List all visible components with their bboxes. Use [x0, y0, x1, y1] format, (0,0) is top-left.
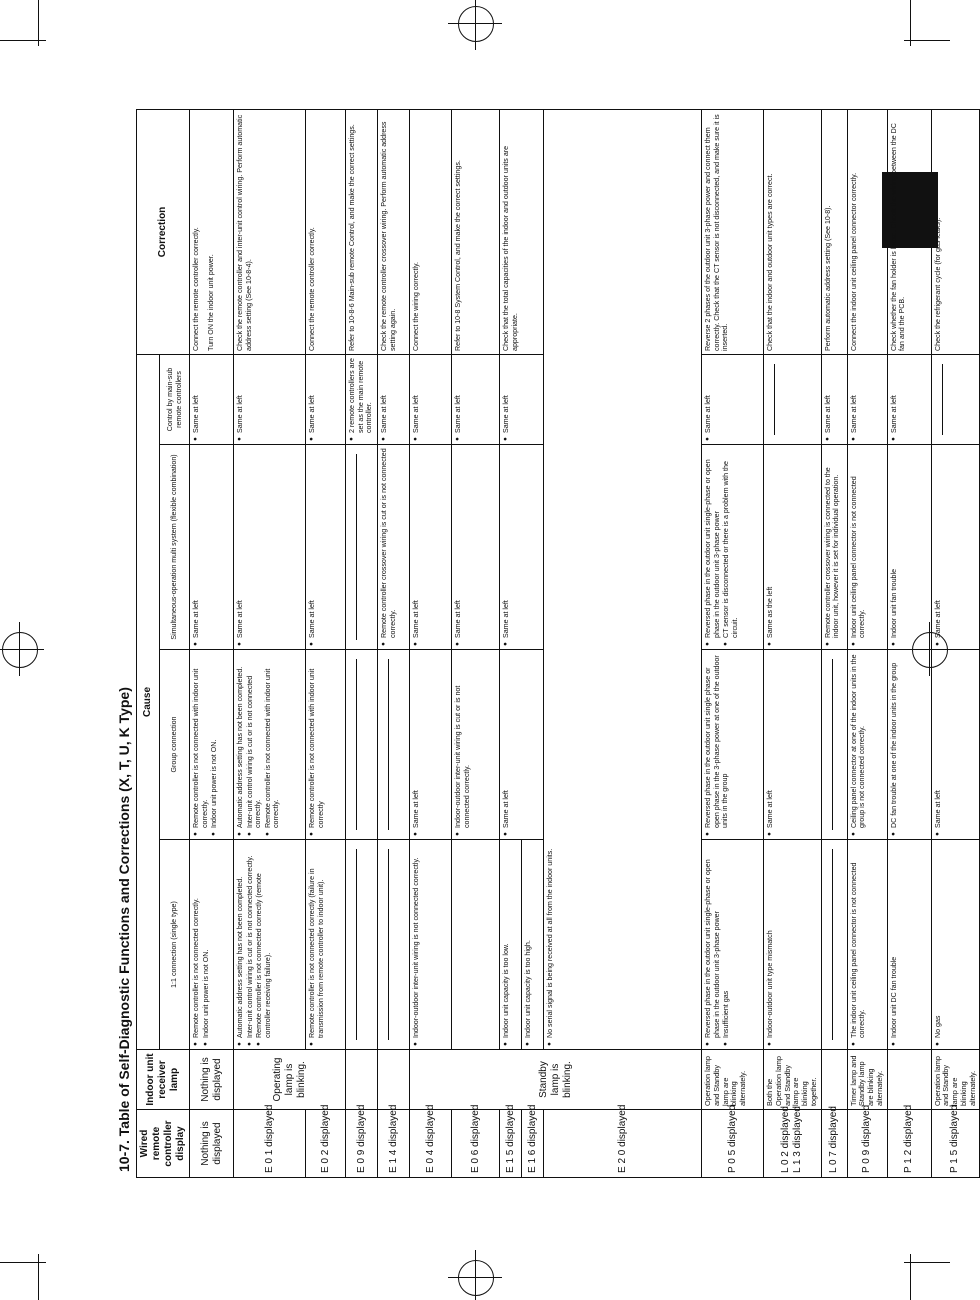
lamp-cell: Standby lamp is blinking. [410, 1050, 702, 1110]
cause-item: ● The indoor unit ceiling panel connector is not connected correctly. [850, 843, 867, 1046]
registration-mark [475, 1250, 476, 1300]
lamp-cell: Operation lamp and Standby lamp are blinking alternately. [702, 1050, 764, 1110]
cause-item: ● Same at left [308, 448, 317, 646]
cause-item: ● Remote controller crossover wiring is cut or is not connected correctly. [380, 448, 397, 646]
code-cell: E 0 4 displayed [410, 1110, 452, 1178]
code-cell: E 0 9 displayed [346, 1110, 378, 1178]
code-text: L 0 2 displayed [780, 1106, 792, 1173]
crop-mark [0, 1262, 46, 1263]
table-row [500, 109, 522, 1177]
registration-mark [448, 1277, 502, 1278]
correction-text: Turn ON the indoor unit power. [206, 254, 215, 351]
cause-item: ● Automatic address setting has not been completed. [236, 653, 245, 836]
table-row [190, 109, 234, 1177]
cause-item: ● Reversed phase in the outdoor unit single phase or open phase in the 3-phase power at one of the outdoor units in the group [704, 653, 730, 836]
table-row [234, 109, 306, 1177]
code-cell [764, 1106, 822, 1178]
table-row [544, 109, 702, 1177]
registration-mark [448, 23, 502, 24]
cause-item: ● Remote controller is not connected with indoor unit correctly. [192, 653, 209, 836]
header-cause: Cause [137, 354, 160, 1049]
cause-item: ● Remote controller crossover wiring is connected to the indoor unit, however it is set for individual operation. [824, 448, 841, 646]
correction-text: Refer to 10-8 System Control, and make the correct settings. [452, 109, 500, 354]
code-cell: E 0 2 displayed [306, 1110, 346, 1178]
cause-item: ● Same at left [502, 358, 511, 441]
code-cell: E 0 1 displayed [234, 1110, 306, 1178]
code-cell: E 1 4 displayed [378, 1110, 410, 1178]
cause-item: ● Automatic address setting has not been completed. [236, 843, 245, 1046]
lamp-cell: Timer lamp and Standby lamp are blinking alternately. [847, 1050, 887, 1110]
header-group: Group connection [160, 650, 190, 840]
cause-item: ● Same at left [934, 653, 943, 836]
cause-item: ● Indoor-outdoor inter-unit wiring is cut or is not connected correctly. [454, 653, 471, 836]
cause-item: ● Same at left [192, 448, 201, 646]
registration-mark [2, 632, 38, 668]
cause-item: ● No gas [934, 843, 943, 1046]
code-cell: Nothing is displayed [190, 1110, 234, 1178]
lamp-cell: Both the Operation lamp and Standby lamp are blinking together. [764, 1050, 822, 1110]
lamp-cell: Operating lamp is blinking. [234, 1050, 346, 1110]
header-wired: Wired remote controller display [137, 1110, 190, 1178]
cause-item: ● Indoor unit power is not ON. [202, 843, 211, 1046]
dash-line [832, 659, 833, 830]
cause-item: ● Same at left [850, 358, 859, 441]
cause-item: ● Indoor-outdoor inter-unit wiring is not connected correctly. [412, 843, 421, 1046]
cause-item: ● Indoor unit ceiling panel connector is not connected correctly. [850, 448, 867, 646]
registration-mark [475, 0, 476, 50]
table-row [452, 109, 500, 1177]
cause-item: ● Same at left [236, 448, 245, 646]
code-cell: E 1 5 displayed [500, 1110, 522, 1178]
cause-item: ● Same at left [192, 358, 201, 441]
table-row [931, 109, 980, 1177]
code-cell: P 0 5 displayed [702, 1110, 764, 1178]
correction-text: Reverse 2 phases of the outdoor unit 3-phase power and connect them correctly. Check that the CT sensor is not disconnected, and make sure it is inserted. [702, 109, 764, 354]
correction-text: Connect the remote controller correctly. [306, 109, 346, 354]
cause-item: ● Reversed phase in the outdoor unit single-phase or open phase in the outdoor unit 3-phase power [704, 843, 721, 1046]
correction-text: Connect the indoor unit ceiling panel connector correctly. [847, 109, 887, 354]
cause-item: ● Inter-unit control wiring is cut or is not connected correctly. [246, 653, 263, 836]
crop-mark [0, 40, 46, 41]
lamp-cell: Operation lamp and Standby lamp are blinking alternately. [931, 1050, 980, 1110]
dash-line [388, 849, 389, 1040]
cause-item: ● No serial signal is being received at all from the indoor units. [546, 113, 555, 1046]
cause-item: ● Indoor-outdoor unit type mismatch [766, 843, 775, 1046]
correction-text: Check the remote controller and inter-unit control wiring. Perform automatic address setting (See 10-8-4). [234, 109, 306, 354]
dash-line [942, 364, 943, 435]
page-title: 10-7. Table of Self-Diagnostic Functions and Corrections (X, T, U, K Type) [116, 687, 132, 1172]
cause-item: ● Ceiling panel connector at one of the indoor units in the group is not connected correctly. [850, 653, 867, 836]
code-cell: P 0 9 displayed [847, 1110, 887, 1178]
code-cell: E 0 6 displayed [452, 1110, 500, 1178]
table-row [306, 109, 346, 1177]
cause-item: ● Remote controller is not connected with indoor unit correctly. [264, 653, 281, 836]
cause-item: ● Same at left [890, 358, 899, 441]
cause-item: ● Indoor unit power is not ON. [210, 653, 219, 836]
cause-item: ● Remote controller is not connected correctly (remote controller receiving failure). [255, 843, 272, 1046]
cause-item: ● Same at left [502, 653, 511, 836]
dash-line [356, 454, 357, 640]
cause-item: ● Remote controller is not connected with indoor unit correctly [308, 653, 325, 836]
cause-item: ● Same at left [454, 358, 463, 441]
cause-item: ● Indoor unit fan trouble [890, 448, 899, 646]
crop-mark [38, 1254, 39, 1300]
registration-mark [19, 622, 20, 676]
cause-item: ● Same at left [502, 448, 511, 646]
table-row [346, 109, 378, 1177]
cause-item: ● Same at left [412, 653, 421, 836]
cause-item: ● 2 remote controllers are set as the main remote controller. [348, 358, 374, 441]
cause-item: ● Insufficient gas [722, 843, 731, 1046]
dash-line [356, 849, 357, 1040]
table-row [702, 109, 764, 1177]
header-multi: Simultaneous-operation multi system (flexible combination) [160, 445, 190, 650]
table-row [410, 109, 452, 1177]
cause-item: ● Indoor unit capacity is too low. [502, 843, 511, 1046]
cause-item: ● Same at left [236, 358, 245, 441]
cause-item: ● Same at left [412, 358, 421, 441]
cause-item: ● Reversed phase in the outdoor unit single-phase or open phase in the outdoor unit 3-phase power [704, 448, 721, 646]
table-row [847, 109, 887, 1177]
crop-mark [904, 1262, 950, 1263]
dash-line [832, 849, 833, 1040]
registration-mark [458, 6, 494, 42]
diagnostic-table [136, 109, 980, 1178]
code-cell: P 1 5 displayed [931, 1110, 980, 1178]
correction-text: Check that the indoor and outdoor unit types are correct. [764, 109, 822, 354]
correction-text: Perform automatic address setting (See 10-8). [821, 109, 847, 354]
dash-line [356, 659, 357, 830]
code-cell: L 0 7 displayed [821, 1110, 847, 1178]
correction-text: Check the remote controller crossover wiring. Perform automatic address setting again. [378, 109, 410, 354]
table-row [378, 109, 410, 1177]
dash-line [774, 364, 775, 435]
registration-mark [0, 649, 44, 650]
crop-mark [904, 40, 950, 41]
correction-text: Connect the wiring correctly. [410, 109, 452, 354]
cause-item: ● Same at left [308, 358, 317, 441]
table-row [764, 109, 822, 1177]
cause-item: ● Remote controller is not connected correctly (failure in transmission from remote controller to indoor unit). [308, 843, 325, 1046]
code-cell: E 1 6 displayed [522, 1110, 544, 1178]
correction-text: Connect the remote controller correctly. [192, 227, 200, 351]
table-row [821, 109, 847, 1177]
code-cell: P 1 2 displayed [887, 1110, 931, 1178]
cause-item: ● Same at left [704, 358, 713, 441]
cause-item: ● Same at left [766, 653, 775, 836]
header-one: 1:1 connection (single type) [160, 840, 190, 1050]
cause-item: ● Remote controller is not connected correctly. [192, 843, 201, 1046]
header-sub: Control by main-sub remote controllers [160, 354, 190, 444]
rotated-page [114, 88, 977, 1178]
cause-item: ● DC fan trouble at one of the indoor units in the group [890, 653, 899, 836]
cause-item: ● Indoor unit capacity is too high. [524, 843, 533, 1046]
cause-item: ● Same at left [380, 358, 389, 441]
cause-item: ● Same at left [454, 448, 463, 646]
code-text: L 1 3 displayed [792, 1106, 804, 1173]
cause-item: ● Same at left [824, 358, 833, 441]
correction-text: Refer to 10-8-6 Main-sub remote Control, and make the correct settings. [346, 109, 378, 354]
correction-text: Check whether the fan holder is loose. Check the wiring between the DC fan and the PCB. [887, 109, 931, 354]
correction-text: Check that the total capacities of the indoor and outdoor units are appropriate. [500, 109, 544, 354]
cause-item: ● Same as the left [766, 448, 775, 646]
table-row [887, 109, 931, 1177]
cause-item: ● Indoor unit DC fan trouble [890, 843, 899, 1046]
header-lamp: Indoor unit receiver lamp [137, 1050, 190, 1110]
dash-line [388, 659, 389, 830]
cause-item: ● CT sensor is disconnected or there is a problem with the circuit. [722, 448, 739, 646]
registration-mark [458, 1260, 494, 1296]
lamp-cell: Nothing is displayed [190, 1050, 234, 1110]
header-correction: Correction [137, 109, 190, 354]
cause-item: ● Same at left [412, 448, 421, 646]
code-cell: E 2 0 displayed [544, 1110, 702, 1178]
crop-mark [910, 1254, 911, 1300]
cause-item: ● Same at left [934, 448, 943, 646]
correction-text: Check the refrigerant cycle (for gas leaks). [931, 109, 980, 354]
cause-item: ● Inter-unit control wiring is cut or is not connected correctly. [246, 843, 255, 1046]
